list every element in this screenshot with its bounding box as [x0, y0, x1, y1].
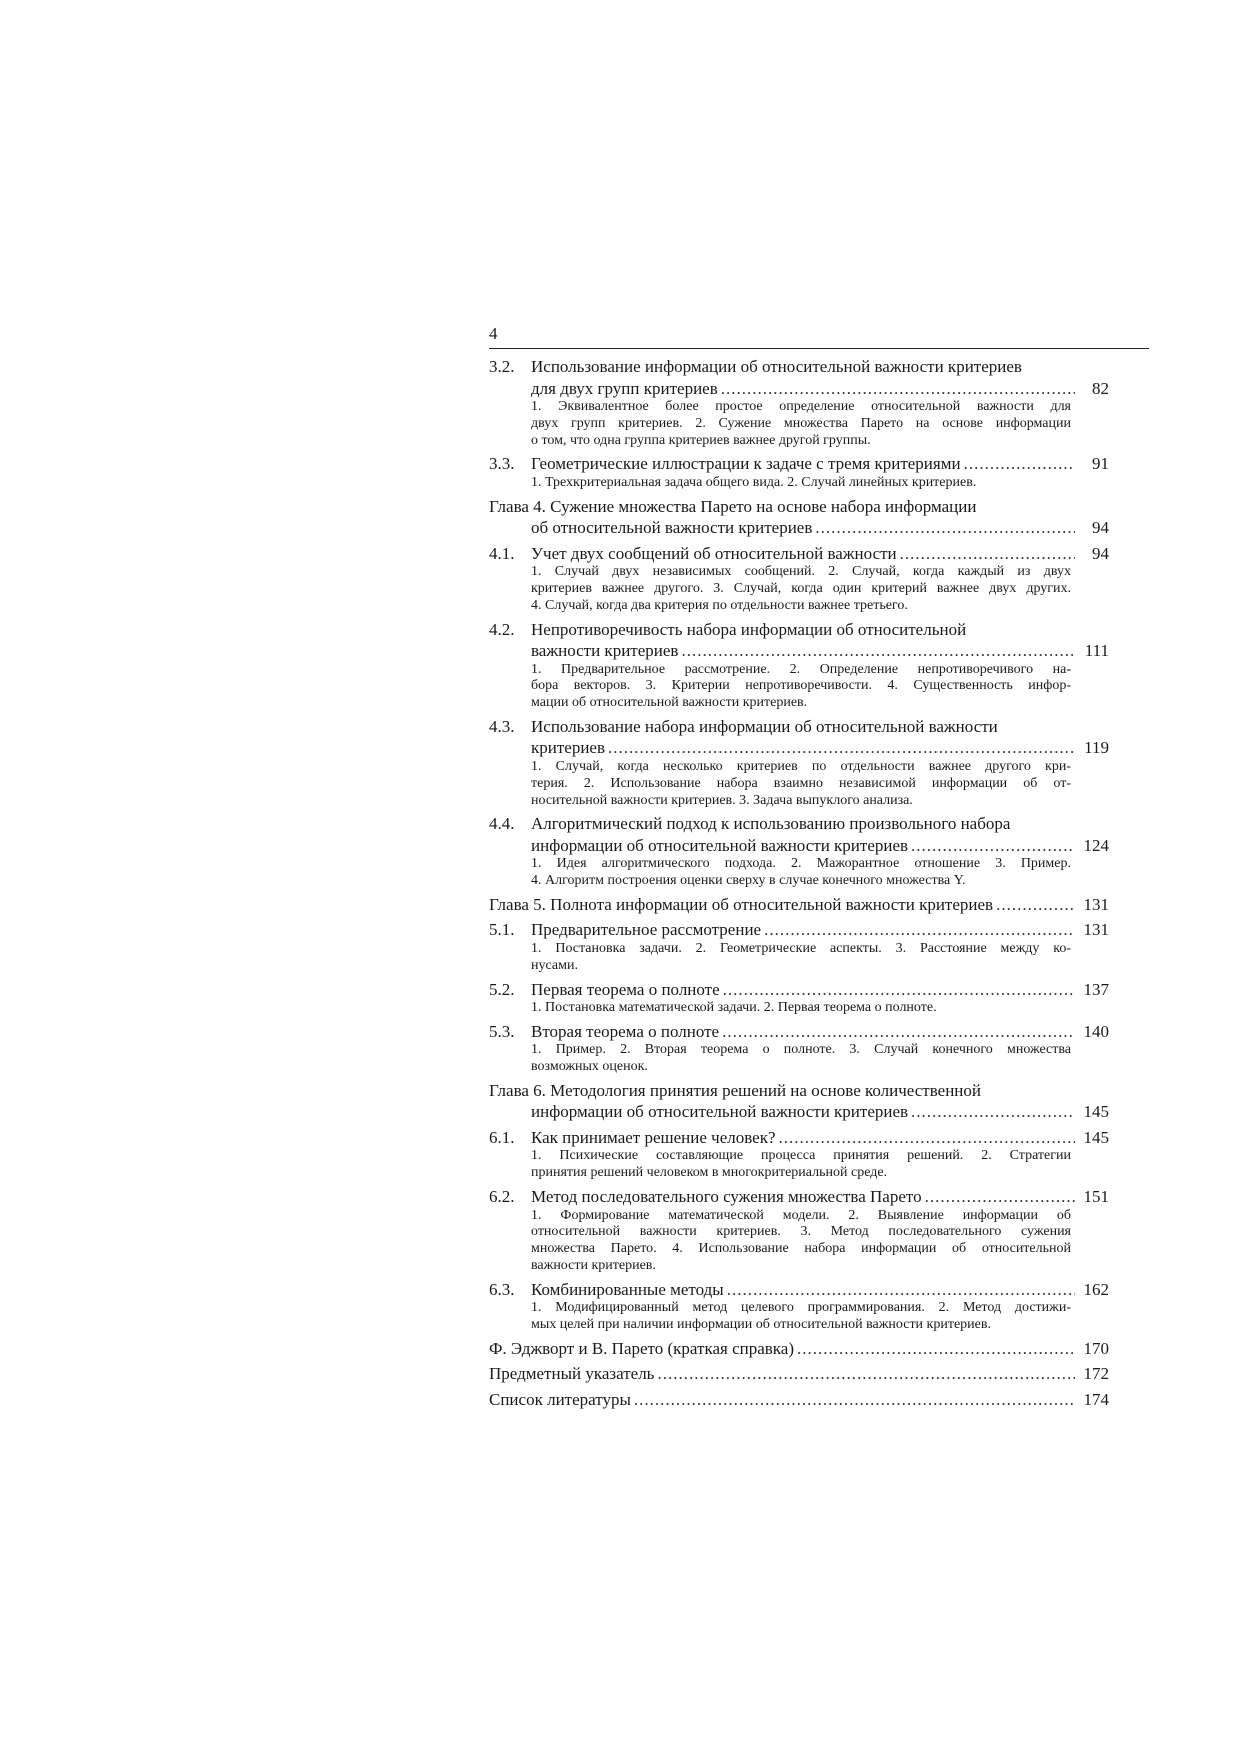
summary-line: 1. Постановка задачи. 2. Геометрические аспекты. 3. Расстояние между ко-	[531, 940, 1071, 956]
section-number: 4.3.	[489, 716, 515, 736]
section-number: 5.3.	[489, 1021, 515, 1041]
entry-title: Алгоритмический подход к использованию произвольного набора	[531, 814, 1011, 834]
section-number: 4.4.	[489, 814, 515, 834]
page-ref: 174	[1083, 1389, 1109, 1409]
page-ref: 94	[1092, 543, 1109, 563]
toc-section-entry[interactable]	[489, 813, 1109, 890]
page-ref: 124	[1083, 835, 1109, 855]
entry-title: Глава 6. Методология принятия решений на основе количественной	[489, 1080, 982, 1100]
toc-chapter-entry[interactable]	[489, 1338, 1109, 1360]
toc-chapter-entry[interactable]	[489, 1389, 1109, 1411]
entry-title: Использование набора информации об относительной важности	[531, 716, 998, 736]
summary-line: 1. Пример. 2. Вторая теорема о полноте. 3. Случай конечного множества	[531, 1042, 1071, 1058]
summary-line: критериев важнее другого. 3. Случай, когда один критерий важнее двух других.	[531, 580, 1071, 596]
dot-leader	[608, 737, 1075, 759]
page-ref: 82	[1092, 378, 1109, 398]
entry-title: Предварительное рассмотрение	[531, 920, 762, 940]
summary-line: важности критериев.	[531, 1257, 656, 1273]
page-ref: 131	[1083, 894, 1109, 914]
summary-line: 1. Идея алгоритмического подхода. 2. Мажорантное отношение 3. Пример.	[531, 856, 1071, 872]
entry-title: Геометрические иллюстрации к задаче с тремя критериями	[531, 454, 961, 474]
summary-line: 4. Алгоритм построения оценки сверху в случае конечного множества Y.	[531, 873, 966, 889]
dot-leader	[727, 1279, 1075, 1301]
entry-title: Предметный указатель	[489, 1364, 655, 1384]
summary-line: 1. Психические составляющие процесса принятия решений. 2. Стратегии	[531, 1148, 1071, 1164]
page-ref: 145	[1083, 1102, 1109, 1122]
toc-section-entry[interactable]	[489, 1021, 1109, 1076]
section-number: 6.1.	[489, 1127, 515, 1147]
dot-leader	[815, 517, 1075, 539]
page-ref: 111	[1084, 641, 1109, 661]
entry-title: Вторая теорема о полноте	[531, 1021, 720, 1041]
dot-leader	[797, 1338, 1075, 1360]
entry-title: Комбинированные методы	[531, 1279, 724, 1299]
section-summary	[489, 1042, 1109, 1076]
entry-title: об относительной важности критериев	[531, 518, 813, 538]
summary-line: мых целей при наличии информации об относительной важности критериев.	[531, 1317, 991, 1333]
summary-line: множества Парето. 4. Использование набора информации об относительной	[531, 1241, 1071, 1257]
entry-title: Как принимает решение человек?	[531, 1127, 776, 1147]
page-ref: 170	[1083, 1338, 1109, 1358]
section-number: 3.2.	[489, 357, 515, 376]
entry-title: для двух групп критериев	[531, 378, 718, 398]
toc-section-entry[interactable]	[489, 619, 1109, 712]
entry-title: Непротиворечивость набора информации об относительной	[531, 619, 967, 639]
toc-section-entry[interactable]	[489, 716, 1109, 809]
toc-section-entry[interactable]	[489, 1127, 1109, 1182]
page-number: 4	[489, 324, 498, 343]
section-number: 4.2.	[489, 619, 515, 639]
page-ref: 162	[1083, 1279, 1109, 1299]
summary-line: 1. Случай двух независимых сообщений. 2. Случай, когда каждый из двух	[531, 564, 1071, 580]
dot-leader	[779, 1127, 1076, 1149]
section-summary	[489, 1300, 1109, 1334]
summary-line: относительной важности критериев. 3. Метод последовательного сужения	[531, 1224, 1071, 1240]
summary-line: принятия решений человеком в многокритериальной среде.	[531, 1165, 888, 1181]
summary-line: 1. Трехкритериальная задача общего вида. 2. Случай линейных критериев.	[531, 474, 977, 490]
summary-line: бора векторов. 3. Критерии непротиворечивости. 4. Существенность инфор-	[531, 678, 1071, 694]
page-ref: 140	[1083, 1021, 1109, 1041]
page-ref: 91	[1092, 454, 1109, 474]
section-summary	[489, 475, 1109, 492]
toc-chapter-entry[interactable]	[489, 496, 1109, 539]
entry-title: критериев	[531, 738, 606, 758]
summary-line: 1. Предварительное рассмотрение. 2. Определение непротиворечивого на-	[531, 661, 1071, 677]
section-summary	[489, 856, 1109, 890]
dot-leader	[925, 1186, 1075, 1208]
toc-section-entry[interactable]	[489, 543, 1109, 615]
page-ref: 145	[1083, 1127, 1109, 1147]
page-ref: 94	[1092, 518, 1109, 538]
toc-section-entry[interactable]	[489, 979, 1109, 1017]
dot-leader	[634, 1389, 1075, 1411]
section-number: 6.2.	[489, 1187, 515, 1207]
dot-leader	[911, 1101, 1075, 1123]
summary-line: 1. Постановка математической задачи. 2. Первая теорема о полноте.	[531, 1000, 937, 1016]
entry-title: Глава 4. Сужение множества Парето на основе набора информации	[489, 496, 977, 516]
section-summary	[489, 662, 1109, 712]
dot-leader	[657, 1363, 1075, 1385]
summary-line: терия. 2. Использование набора взаимно независимой информации об от-	[531, 775, 1071, 791]
summary-line: 1. Случай, когда несколько критериев по отдельности важнее другого кри-	[531, 758, 1071, 774]
entry-title: Ф. Эджворт и В. Парето (краткая справка)	[489, 1338, 794, 1358]
entry-title: информации об относительной важности критериев	[531, 1102, 909, 1122]
toc-section-entry[interactable]	[489, 919, 1109, 974]
section-summary	[489, 1148, 1109, 1182]
toc-chapter-entry[interactable]	[489, 894, 1109, 916]
entry-title: Список литературы	[489, 1389, 631, 1409]
section-summary	[489, 1000, 1109, 1017]
section-summary	[489, 759, 1109, 809]
section-summary	[489, 941, 1109, 975]
entry-title: Глава 5. Полнота информации об относительной важности критериев	[489, 894, 994, 914]
dot-leader	[911, 835, 1075, 857]
entry-title: важности критериев	[531, 641, 679, 661]
summary-line: мации об относительной важности критериев.	[531, 695, 808, 711]
section-number: 5.1.	[489, 920, 515, 940]
toc-section-entry[interactable]	[489, 1279, 1109, 1334]
toc-section-entry[interactable]	[489, 356, 1109, 449]
toc-section-entry[interactable]	[489, 1186, 1109, 1275]
dot-leader	[723, 979, 1075, 1001]
section-summary	[489, 1208, 1109, 1275]
dot-leader	[681, 640, 1075, 662]
summary-line: носительной важности критериев. 3. Задача выпуклого анализа.	[531, 792, 913, 808]
page-ref: 172	[1083, 1364, 1109, 1384]
toc-section-entry[interactable]	[489, 453, 1109, 491]
page-ref: 131	[1083, 920, 1109, 940]
summary-line: 1. Модифицированный метод целевого программирования. 2. Метод достижи-	[531, 1300, 1071, 1316]
summary-line: 4. Случай, когда два критерия по отдельности важнее третьего.	[531, 597, 908, 613]
summary-line: 1. Формирование математической модели. 2. Выявление информации об	[531, 1207, 1071, 1223]
summary-line: двух групп критериев. 2. Сужение множества Парето на основе информации	[531, 415, 1071, 431]
page-ref: 119	[1084, 738, 1109, 758]
toc-chapter-entry[interactable]	[489, 1363, 1109, 1385]
section-number: 4.1.	[489, 543, 515, 563]
dot-leader	[722, 1021, 1075, 1043]
entry-title: Использование информации об относительной важности критериев	[531, 357, 1022, 376]
page-ref: 151	[1083, 1187, 1109, 1207]
entry-title: информации об относительной важности критериев	[531, 835, 909, 855]
entry-title: Метод последовательного сужения множества Парето	[531, 1187, 922, 1207]
page-ref: 137	[1083, 979, 1109, 999]
header-rule	[489, 348, 1149, 349]
section-number: 3.3.	[489, 454, 515, 474]
table-of-contents	[489, 356, 1109, 1410]
summary-line: о том, что одна группа критериев важнее другой группы.	[531, 432, 871, 448]
dot-leader	[721, 378, 1075, 400]
summary-line: 1. Эквивалентное более простое определение относительной важности для	[531, 399, 1071, 414]
dot-leader	[764, 919, 1075, 941]
summary-line: нусами.	[531, 957, 578, 973]
entry-title: Учет двух сообщений об относительной важности	[531, 543, 897, 563]
section-number: 6.3.	[489, 1279, 515, 1299]
section-summary	[489, 399, 1109, 449]
entry-title: Первая теорема о полноте	[531, 979, 720, 999]
dot-leader	[996, 894, 1075, 916]
section-number: 5.2.	[489, 979, 515, 999]
summary-line: возможных оценок.	[531, 1059, 648, 1075]
dot-leader	[900, 543, 1075, 565]
dot-leader	[964, 453, 1075, 475]
section-summary	[489, 564, 1109, 614]
toc-chapter-entry[interactable]	[489, 1080, 1109, 1123]
